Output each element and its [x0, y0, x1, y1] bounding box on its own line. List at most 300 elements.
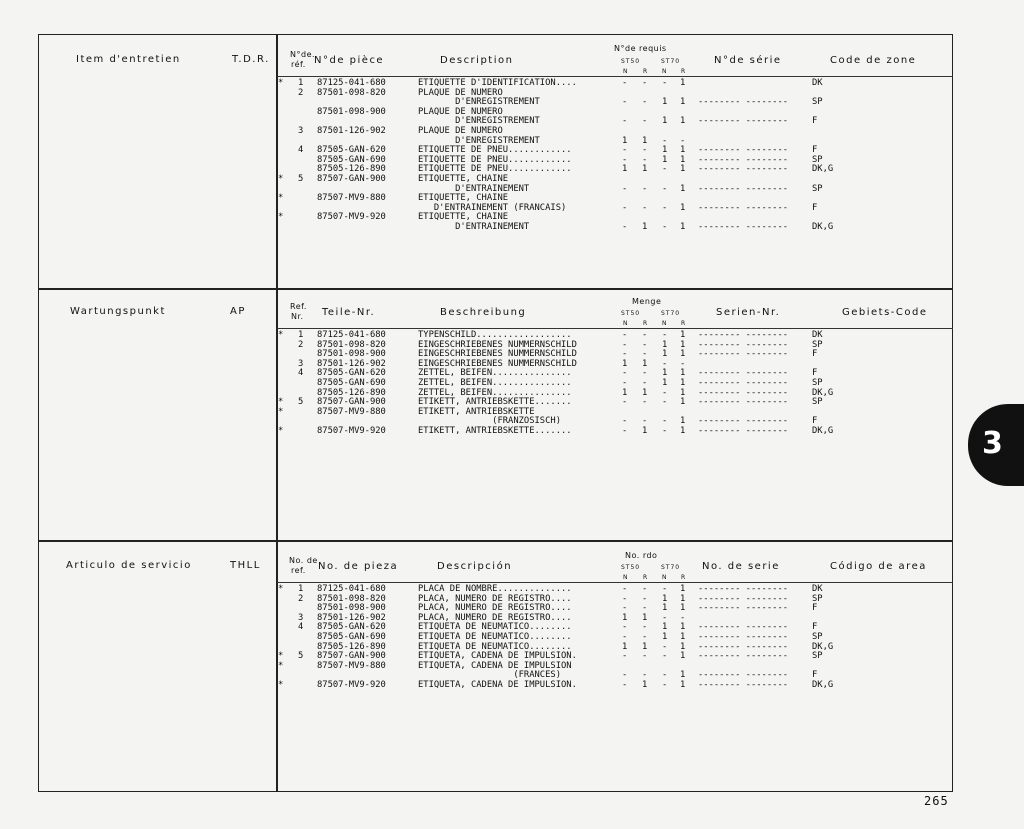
part-number: 87507-GAN-900: [317, 651, 386, 662]
qty-st50-r: -: [642, 116, 648, 127]
zone-code: F: [812, 116, 818, 127]
item-label: Articulo de servicio: [66, 560, 192, 571]
qty-st70-n: 1: [662, 116, 668, 127]
qty-st70-r: 1: [680, 584, 686, 594]
zone-code: SP: [812, 593, 823, 604]
qty-st50-r: -: [642, 593, 648, 604]
serial-range: -------- --------: [698, 622, 789, 633]
zone-code: F: [812, 202, 818, 213]
qty-st50-n: 1: [622, 387, 628, 398]
tdr-label: THLL: [230, 560, 261, 571]
qty-st50-r: -: [642, 397, 648, 408]
part-description: PLACA, NUMERO DE REGISTRO....: [418, 612, 572, 623]
qty-st50-n: -: [622, 584, 628, 594]
qty-st70-r: -: [680, 135, 686, 146]
qty-st50-r: -: [642, 330, 648, 340]
model-label-st70: ST70: [661, 58, 681, 65]
qty-st50-n: -: [622, 425, 628, 436]
qty-st70-n: -: [662, 651, 668, 662]
part-number: 87501-126-902: [317, 358, 386, 369]
description-label: Description: [440, 55, 514, 66]
qty-st70-r: 1: [680, 641, 686, 652]
ref-number: 2: [298, 87, 304, 98]
qty-st70-r: 1: [680, 622, 686, 633]
part-number: 87501-126-902: [317, 612, 386, 623]
qty-st50-r: -: [642, 349, 648, 360]
serial-range: -------- --------: [698, 416, 789, 427]
nr-label: N: [623, 68, 629, 75]
qty-st50-n: -: [622, 622, 628, 633]
serial-range: -------- --------: [698, 154, 789, 165]
qty-st50-n: -: [622, 670, 628, 681]
qty-st70-n: -: [662, 425, 668, 436]
qty-st50-r: 1: [642, 425, 648, 436]
qty-st50-r: -: [642, 97, 648, 108]
part-description: D'ENTRAINEMENT: [418, 183, 530, 194]
qty-st50-r: -: [642, 603, 648, 614]
nr-label: R: [643, 574, 649, 581]
part-number: 87507-MV9-920: [317, 679, 386, 690]
zone-code: DK: [812, 330, 823, 340]
qty-st50-n: -: [622, 603, 628, 614]
part-description: ETIQUETA DE NEUMATICO........: [418, 622, 572, 633]
qty-st70-n: -: [662, 397, 668, 408]
part-description: EINGESCHRIEBENES NUMMERNSCHILD: [418, 349, 577, 360]
qty-st50-n: -: [622, 651, 628, 662]
zone-code: SP: [812, 339, 823, 350]
part-number: 87507-MV9-880: [317, 406, 386, 417]
qty-st70-r: 1: [680, 154, 686, 165]
part-description: ETIQUETA, CADENA DE IMPULSION: [418, 660, 572, 671]
qty-st50-n: -: [622, 202, 628, 213]
qty-st50-n: -: [622, 397, 628, 408]
qty-st70-n: -: [662, 387, 668, 398]
model-label-st50: ST50: [621, 564, 641, 571]
serial-label: N°de série: [714, 55, 782, 66]
qty-st70-r: 1: [680, 97, 686, 108]
part-number-label: No. de pieza: [318, 561, 399, 572]
part-number: 87507-GAN-900: [317, 173, 386, 184]
qty-st50-n: -: [622, 78, 628, 88]
parts-list-es: [278, 585, 838, 691]
asterisk-mark: *: [278, 651, 284, 662]
quantity-label: N°de requis: [614, 44, 667, 53]
qty-st70-n: -: [662, 358, 668, 369]
part-number: 87505-GAN-620: [317, 368, 386, 379]
qty-st70-n: -: [662, 202, 668, 213]
part-number: 87125-041-680: [317, 584, 386, 594]
ref-number: 1: [298, 78, 304, 88]
part-description: ZETTEL, BEIFEN...............: [418, 368, 572, 379]
ref-number: 1: [298, 330, 304, 340]
zone-code: SP: [812, 651, 823, 662]
qty-st70-r: -: [680, 612, 686, 623]
qty-st70-r: 1: [680, 425, 686, 436]
zone-code: DK,G: [812, 387, 834, 398]
section-divider-2: [38, 540, 953, 542]
part-description: TYPENSCHILD..................: [418, 330, 572, 340]
part-number: 87507-GAN-900: [317, 397, 386, 408]
asterisk-mark: *: [278, 397, 284, 408]
qty-st70-r: 1: [680, 145, 686, 156]
qty-st70-r: -: [680, 358, 686, 369]
qty-st70-r: 1: [680, 631, 686, 642]
qty-st70-r: 1: [680, 349, 686, 360]
section-divider-1: [38, 288, 953, 290]
parts-list-de: [278, 331, 838, 437]
tdr-label: AP: [230, 306, 246, 317]
qty-st70-r: 1: [680, 202, 686, 213]
description-label: Beschreibung: [440, 307, 527, 318]
qty-st70-n: -: [662, 183, 668, 194]
part-number: 87501-098-900: [317, 106, 386, 117]
part-number: 87501-098-820: [317, 593, 386, 604]
qty-st50-n: -: [622, 679, 628, 690]
ref-label: No. de: [289, 556, 318, 565]
qty-st70-n: 1: [662, 622, 668, 633]
qty-st50-n: -: [622, 631, 628, 642]
serial-range: -------- --------: [698, 368, 789, 379]
part-description: ETIKETT, ANTRIEBSKETTE.......: [418, 425, 572, 436]
zone-code: F: [812, 368, 818, 379]
serial-label: No. de serie: [702, 561, 780, 572]
asterisk-mark: *: [278, 212, 284, 223]
qty-st70-n: 1: [662, 339, 668, 350]
qty-st50-n: -: [622, 97, 628, 108]
qty-st50-n: -: [622, 116, 628, 127]
part-number: 87505-GAN-690: [317, 377, 386, 388]
qty-st70-n: 1: [662, 154, 668, 165]
ref-number: 3: [298, 358, 304, 369]
zone-code: SP: [812, 154, 823, 165]
serial-label: Serien-Nr.: [716, 307, 781, 318]
nr-label: N: [662, 68, 668, 75]
part-description: PLACA DE NOMBRE..............: [418, 584, 572, 594]
qty-st50-n: -: [622, 221, 628, 232]
zone-code: DK,G: [812, 641, 834, 652]
qty-st70-n: 1: [662, 593, 668, 604]
qty-st70-n: -: [662, 78, 668, 88]
qty-st70-r: 1: [680, 651, 686, 662]
nr-label: R: [681, 320, 687, 327]
qty-st70-r: 1: [680, 330, 686, 340]
zone-code: F: [812, 622, 818, 633]
serial-range: -------- --------: [698, 202, 789, 213]
part-description: D'ENREGISTREMENT: [418, 116, 540, 127]
serial-range: -------- --------: [698, 97, 789, 108]
part-number: 87505-GAN-620: [317, 145, 386, 156]
qty-st70-r: 1: [680, 416, 686, 427]
ref-label-2: Nr.: [291, 312, 304, 321]
part-description: ETIQUETTE DE PNEU............: [418, 145, 572, 156]
serial-range: -------- --------: [698, 593, 789, 604]
qty-st70-r: 1: [680, 221, 686, 232]
asterisk-mark: *: [278, 406, 284, 417]
zone-code: F: [812, 416, 818, 427]
nr-label: R: [643, 68, 649, 75]
part-description: ZETTEL, BEIFEN...............: [418, 377, 572, 388]
part-number: 87125-041-680: [317, 330, 386, 340]
zone-code: F: [812, 349, 818, 360]
table-row: [278, 427, 838, 437]
qty-st50-r: 1: [642, 612, 648, 623]
part-number: 87501-098-900: [317, 603, 386, 614]
part-description: (FRANZOSISCH): [418, 416, 561, 427]
qty-st50-n: -: [622, 349, 628, 360]
asterisk-mark: *: [278, 679, 284, 690]
part-description: ETIQUETTE, CHAINE: [418, 212, 509, 223]
qty-st70-n: -: [662, 641, 668, 652]
serial-range: -------- --------: [698, 397, 789, 408]
quantity-label: No. rdo: [625, 551, 658, 560]
part-description: (FRANCES): [418, 670, 561, 681]
table-row: [278, 223, 838, 233]
ref-number: 5: [298, 173, 304, 184]
qty-st70-r: 1: [680, 593, 686, 604]
qty-st70-n: 1: [662, 97, 668, 108]
ref-number: 4: [298, 145, 304, 156]
serial-range: -------- --------: [698, 377, 789, 388]
qty-st50-r: -: [642, 78, 648, 88]
ref-label: Ref.: [290, 302, 307, 311]
part-number: 87501-098-900: [317, 349, 386, 360]
qty-st70-n: 1: [662, 145, 668, 156]
part-number: 87507-MV9-920: [317, 425, 386, 436]
qty-st70-r: 1: [680, 78, 686, 88]
part-description: ETIQUETA, CADENA DE IMPULSION.: [418, 651, 577, 662]
ref-number: 1: [298, 584, 304, 594]
serial-range: -------- --------: [698, 631, 789, 642]
qty-st50-r: -: [642, 202, 648, 213]
zone-code: DK,G: [812, 679, 834, 690]
serial-range: -------- --------: [698, 679, 789, 690]
asterisk-mark: *: [278, 78, 284, 88]
qty-st50-r: -: [642, 584, 648, 594]
qty-st70-r: 1: [680, 116, 686, 127]
serial-range: -------- --------: [698, 603, 789, 614]
item-label: Wartungspunkt: [70, 306, 166, 317]
ref-number: 3: [298, 125, 304, 136]
ref-number: 3: [298, 612, 304, 623]
part-number: 87505-126-890: [317, 387, 386, 398]
table-row: [278, 681, 838, 691]
quantity-label: Menge: [632, 297, 662, 306]
serial-range: -------- --------: [698, 339, 789, 350]
zone-code: DK,G: [812, 164, 834, 175]
qty-st70-n: 1: [662, 377, 668, 388]
qty-st50-r: -: [642, 154, 648, 165]
part-description: ZETTEL, BEIFEN...............: [418, 387, 572, 398]
zone-code: F: [812, 670, 818, 681]
ref-label-2: réf.: [291, 60, 306, 69]
ref-number: 2: [298, 339, 304, 350]
model-label-st70: ST70: [661, 310, 681, 317]
part-description: ETIQUETTE, CHAINE: [418, 173, 509, 184]
qty-st70-n: -: [662, 679, 668, 690]
part-description: PLACA, NUMERO DE REGISTRO....: [418, 593, 572, 604]
asterisk-mark: *: [278, 425, 284, 436]
qty-st50-r: 1: [642, 164, 648, 175]
part-number: 87505-GAN-620: [317, 622, 386, 633]
qty-st50-n: -: [622, 154, 628, 165]
qty-st70-r: 1: [680, 603, 686, 614]
serial-range: -------- --------: [698, 221, 789, 232]
serial-range: -------- --------: [698, 349, 789, 360]
zone-code: F: [812, 603, 818, 614]
serial-range: -------- --------: [698, 164, 789, 175]
part-number: 87507-MV9-920: [317, 212, 386, 223]
part-description: D'ENREGISTREMENT: [418, 97, 540, 108]
qty-st50-n: -: [622, 183, 628, 194]
serial-range: -------- --------: [698, 425, 789, 436]
ref-number: 5: [298, 651, 304, 662]
asterisk-mark: *: [278, 660, 284, 671]
asterisk-mark: *: [278, 193, 284, 204]
qty-st50-n: -: [622, 339, 628, 350]
item-label: Item d'entretien: [76, 54, 181, 65]
qty-st50-r: -: [642, 377, 648, 388]
part-number: 87125-041-680: [317, 78, 386, 88]
ref-number: 2: [298, 593, 304, 604]
zone-code: SP: [812, 183, 823, 194]
nr-label: N: [623, 320, 629, 327]
part-description: ETIKETT, ANTRIEBSKETTE: [418, 406, 535, 417]
qty-st50-n: 1: [622, 135, 628, 146]
zone-code: SP: [812, 97, 823, 108]
ref-label: N°de.: [290, 50, 316, 59]
qty-st70-n: -: [662, 416, 668, 427]
part-description: PLACA, NUMERO DE REGISTRO....: [418, 603, 572, 614]
serial-range: -------- --------: [698, 651, 789, 662]
qty-st70-r: 1: [680, 670, 686, 681]
qty-st50-r: 1: [642, 135, 648, 146]
qty-st50-r: -: [642, 183, 648, 194]
qty-st50-n: 1: [622, 612, 628, 623]
qty-st50-r: 1: [642, 641, 648, 652]
page-number: 265: [924, 794, 949, 808]
qty-st50-r: 1: [642, 358, 648, 369]
qty-st50-n: -: [622, 368, 628, 379]
zone-code: SP: [812, 377, 823, 388]
part-number: 87501-098-820: [317, 339, 386, 350]
part-description: D'ENTRAINEMENT: [418, 221, 530, 232]
qty-st70-r: 1: [680, 377, 686, 388]
description-label: Descripción: [437, 561, 513, 572]
part-number: 87507-MV9-880: [317, 660, 386, 671]
qty-st70-n: 1: [662, 349, 668, 360]
qty-st70-r: 1: [680, 679, 686, 690]
part-description: PLAQUE DE NUMERO: [418, 87, 503, 98]
part-description: EINGESCHRIEBENES NUMMERNSCHILD: [418, 339, 577, 350]
part-description: ETIQUETA DE NEUMATICO........: [418, 631, 572, 642]
part-description: PLAQUE DE NUMERO: [418, 125, 503, 136]
qty-st50-r: 1: [642, 679, 648, 690]
nr-label: R: [681, 68, 687, 75]
qty-st70-r: 1: [680, 397, 686, 408]
serial-range: -------- --------: [698, 584, 789, 594]
chapter-number: 3: [982, 426, 1003, 461]
part-description: ETIQUETTE, CHAINE: [418, 193, 509, 204]
zone-code: DK,G: [812, 221, 834, 232]
qty-st70-n: -: [662, 135, 668, 146]
part-description: ETIQUETTE DE PNEU............: [418, 164, 572, 175]
part-number-label: N°de pièce: [314, 55, 385, 66]
qty-st70-n: 1: [662, 603, 668, 614]
nr-label: R: [643, 320, 649, 327]
part-number: 87505-126-890: [317, 164, 386, 175]
zone-code-label: Código de area: [830, 561, 927, 572]
serial-range: -------- --------: [698, 387, 789, 398]
qty-st50-n: 1: [622, 164, 628, 175]
qty-st50-n: -: [622, 145, 628, 156]
serial-range: -------- --------: [698, 641, 789, 652]
qty-st70-n: 1: [662, 368, 668, 379]
zone-code: DK: [812, 78, 823, 88]
qty-st50-r: -: [642, 145, 648, 156]
ref-number: 4: [298, 622, 304, 633]
asterisk-mark: *: [278, 173, 284, 184]
part-description: ETIKETT, ANTRIEBSKETTE.......: [418, 397, 572, 408]
qty-st50-n: -: [622, 330, 628, 340]
serial-range: -------- --------: [698, 330, 789, 340]
ref-label-2: ref.: [291, 566, 306, 575]
model-label-st50: ST50: [621, 310, 641, 317]
qty-st70-r: 1: [680, 164, 686, 175]
qty-st50-r: -: [642, 622, 648, 633]
part-number: 87505-GAN-690: [317, 631, 386, 642]
qty-st70-n: -: [662, 584, 668, 594]
header-underline-2: [277, 328, 953, 329]
qty-st70-n: -: [662, 330, 668, 340]
model-label-st50: ST50: [621, 58, 641, 65]
part-description: ETIQUETA, CADENA DE IMPULSION.: [418, 679, 577, 690]
model-label-st70: ST70: [661, 564, 681, 571]
nr-label: R: [681, 574, 687, 581]
zone-code: SP: [812, 397, 823, 408]
ref-number: 4: [298, 368, 304, 379]
tdr-label: T.D.R.: [232, 54, 270, 65]
qty-st50-r: -: [642, 651, 648, 662]
qty-st70-r: 1: [680, 183, 686, 194]
part-description: ETIQUETTE DE PNEU............: [418, 154, 572, 165]
zone-code: DK: [812, 584, 823, 594]
zone-code-label: Gebiets-Code: [842, 307, 928, 318]
qty-st50-r: -: [642, 339, 648, 350]
qty-st50-r: 1: [642, 221, 648, 232]
serial-range: -------- --------: [698, 145, 789, 156]
serial-range: -------- --------: [698, 183, 789, 194]
nr-label: N: [662, 320, 668, 327]
parts-list-fr: [278, 79, 838, 233]
part-description: ETIQUETA DE NEUMATICO........: [418, 641, 572, 652]
table-row: [278, 127, 838, 137]
header-underline-1: [277, 76, 953, 77]
asterisk-mark: *: [278, 330, 284, 340]
part-description: D'ENREGISTREMENT: [418, 135, 540, 146]
qty-st70-r: 1: [680, 339, 686, 350]
qty-st50-n: 1: [622, 641, 628, 652]
qty-st50-r: -: [642, 670, 648, 681]
serial-range: -------- --------: [698, 670, 789, 681]
part-number: 87501-126-902: [317, 125, 386, 136]
zone-code: DK,G: [812, 425, 834, 436]
qty-st50-r: -: [642, 416, 648, 427]
serial-range: -------- --------: [698, 116, 789, 127]
zone-code: SP: [812, 631, 823, 642]
ref-number: 5: [298, 397, 304, 408]
part-number: 87505-126-890: [317, 641, 386, 652]
qty-st50-n: -: [622, 416, 628, 427]
